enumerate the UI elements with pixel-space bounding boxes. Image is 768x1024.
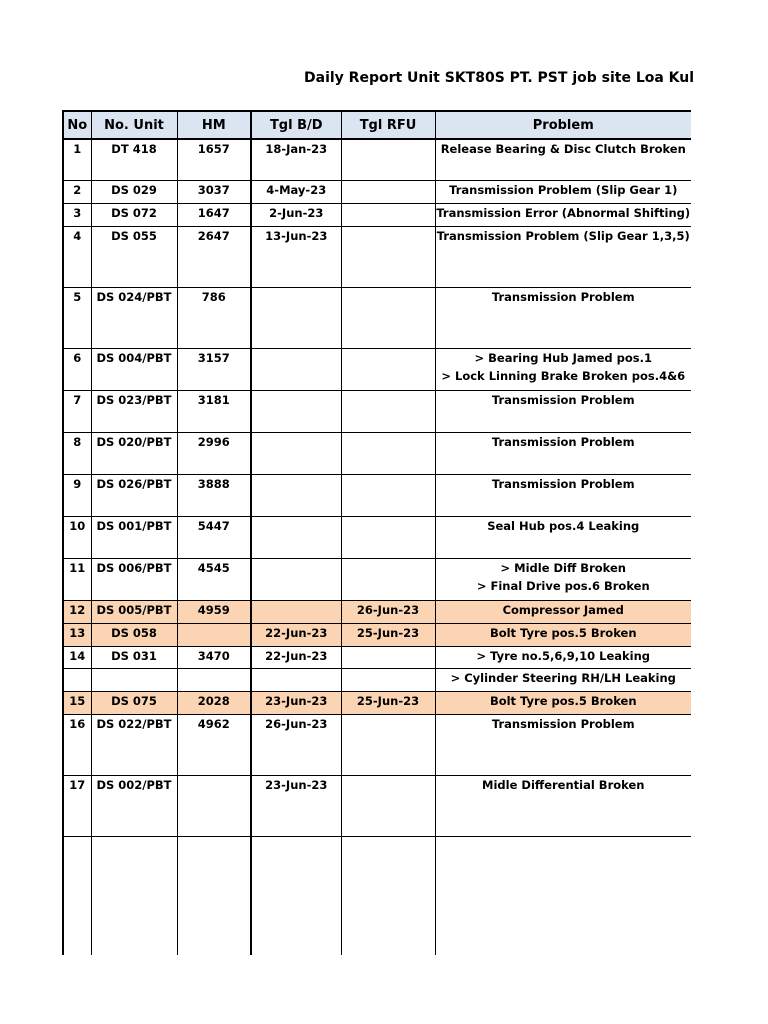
empty-cell [177, 837, 251, 956]
cell-no: 5 [63, 288, 91, 349]
cell-tgl-rfu [341, 475, 435, 517]
table-row [63, 669, 691, 692]
cell-no: 11 [63, 559, 91, 601]
cell-unit: DS 055 [91, 227, 177, 288]
cell-hm: 4959 [177, 601, 251, 624]
cell-tgl-rfu [341, 517, 435, 559]
table-row [63, 692, 691, 715]
table-row [63, 559, 691, 601]
cell-tgl-rfu [341, 139, 435, 181]
cell-tgl-rfu [341, 776, 435, 837]
cell-hm [177, 624, 251, 647]
cell-unit: DS 031 [91, 647, 177, 669]
cell-hm: 2996 [177, 433, 251, 475]
cell-problem [435, 517, 691, 559]
table-row [63, 475, 691, 517]
cell-no: 2 [63, 181, 91, 204]
problem-line: Bolt Tyre pos.5 Broken [489, 694, 637, 708]
cell-tgl-bd [251, 349, 341, 391]
cell-hm: 3037 [177, 181, 251, 204]
cell-tgl-bd: 23-Jun-23 [251, 692, 341, 715]
cell-no: 8 [63, 433, 91, 475]
cell-no: 16 [63, 715, 91, 776]
empty-cell [435, 837, 691, 956]
cell-problem [435, 391, 691, 433]
cell-hm: 3888 [177, 475, 251, 517]
cell-hm: 4962 [177, 715, 251, 776]
cell-tgl-rfu [341, 349, 435, 391]
table-row [63, 517, 691, 559]
cell-no: 10 [63, 517, 91, 559]
cell-unit: DS 005/PBT [91, 601, 177, 624]
cell-tgl-rfu: 26-Jun-23 [341, 601, 435, 624]
cell-tgl-rfu: 25-Jun-23 [341, 692, 435, 715]
cell-unit: DS 026/PBT [91, 475, 177, 517]
table-row [63, 647, 691, 669]
cell-unit: DS 001/PBT [91, 517, 177, 559]
problem-line: Release Bearing & Disc Clutch Broken [440, 142, 686, 156]
table-row [63, 601, 691, 624]
table-row [63, 433, 691, 475]
empty-row [63, 837, 691, 956]
cell-problem [435, 181, 691, 204]
cell-tgl-bd: 18-Jan-23 [251, 139, 341, 181]
cell-no: 17 [63, 776, 91, 837]
table-row [63, 391, 691, 433]
cell-hm: 786 [177, 288, 251, 349]
cell-unit: DS 072 [91, 204, 177, 227]
problem-line: Compressor Jamed [502, 603, 624, 617]
table-row [63, 204, 691, 227]
problem-line: > Midle Diff Broken [500, 561, 626, 575]
cell-unit: DS 004/PBT [91, 349, 177, 391]
problem-line: Transmission Problem [491, 393, 635, 407]
problem-line: > Tyre no.5,6,9,10 Leaking [476, 649, 651, 663]
cell-tgl-bd [251, 475, 341, 517]
report-table [62, 110, 691, 955]
header-tgl-bd: Tgl B/D [251, 111, 341, 139]
cell-tgl-bd: 26-Jun-23 [251, 715, 341, 776]
cell-unit: DS 022/PBT [91, 715, 177, 776]
problem-line: Seal Hub pos.4 Leaking [487, 519, 640, 533]
problem-line: Transmission Problem [491, 717, 635, 731]
cell-problem [435, 204, 691, 227]
cell-tgl-rfu [341, 391, 435, 433]
cell-no: 12 [63, 601, 91, 624]
cell-tgl-bd [251, 601, 341, 624]
report-title: Daily Report Unit SKT80S PT. PST job site Loa Kul [304, 70, 695, 86]
cell-unit: DS 024/PBT [91, 288, 177, 349]
problem-line: Midle Differential Broken [482, 778, 645, 792]
cell-tgl-bd [251, 391, 341, 433]
cell-tgl-bd: 2-Jun-23 [251, 204, 341, 227]
cell-tgl-rfu [341, 669, 435, 692]
cell-tgl-rfu [341, 204, 435, 227]
cell-problem [435, 433, 691, 475]
table-row [63, 139, 691, 181]
table-row [63, 288, 691, 349]
table-row [63, 624, 691, 647]
empty-cell [341, 837, 435, 956]
problem-line: Transmission Problem [491, 477, 635, 491]
cell-unit: DS 029 [91, 181, 177, 204]
problem-line: Transmission Error (Abnormal Shifting) [436, 206, 691, 220]
problem-line: > Final Drive pos.6 Broken [476, 579, 650, 593]
cell-unit: DS 020/PBT [91, 433, 177, 475]
cell-problem [435, 692, 691, 715]
cell-tgl-rfu [341, 227, 435, 288]
cell-hm: 2647 [177, 227, 251, 288]
cell-tgl-bd: 23-Jun-23 [251, 776, 341, 837]
cell-problem [435, 601, 691, 624]
cell-tgl-bd: 22-Jun-23 [251, 624, 341, 647]
cell-no: 13 [63, 624, 91, 647]
cell-hm: 3181 [177, 391, 251, 433]
cell-no: 9 [63, 475, 91, 517]
table-row [63, 776, 691, 837]
cell-tgl-rfu [341, 181, 435, 204]
table-row [63, 349, 691, 391]
cell-problem [435, 139, 691, 181]
cell-problem [435, 288, 691, 349]
cell-tgl-rfu [341, 559, 435, 601]
problem-line: > Cylinder Steering RH/LH Leaking [450, 671, 676, 685]
cell-unit: DS 023/PBT [91, 391, 177, 433]
empty-cell [251, 837, 341, 956]
cell-no: 3 [63, 204, 91, 227]
cell-tgl-bd: 4-May-23 [251, 181, 341, 204]
problem-line: Transmission Problem (Slip Gear 1,3,5) [436, 229, 690, 243]
cell-no: 1 [63, 139, 91, 181]
cell-problem [435, 647, 691, 669]
problem-line: Bolt Tyre pos.5 Broken [489, 626, 637, 640]
cell-unit: DS 075 [91, 692, 177, 715]
empty-cell [63, 837, 91, 956]
problem-line: Transmission Problem (Slip Gear 1) [449, 183, 678, 197]
problem-line: Transmission Problem [491, 435, 635, 449]
table-row [63, 181, 691, 204]
cell-no [63, 669, 91, 692]
cell-tgl-bd [251, 517, 341, 559]
cell-unit [91, 669, 177, 692]
cell-no: 15 [63, 692, 91, 715]
cell-hm: 1647 [177, 204, 251, 227]
cell-problem [435, 669, 691, 692]
cell-no: 6 [63, 349, 91, 391]
cell-tgl-bd: 13-Jun-23 [251, 227, 341, 288]
cell-problem [435, 559, 691, 601]
cell-problem [435, 349, 691, 391]
header-row [63, 111, 691, 139]
report-sheet [62, 110, 702, 955]
cell-hm: 5447 [177, 517, 251, 559]
cell-unit: DS 058 [91, 624, 177, 647]
cell-tgl-bd [251, 669, 341, 692]
cell-unit: DT 418 [91, 139, 177, 181]
cell-problem [435, 776, 691, 837]
cell-hm: 2028 [177, 692, 251, 715]
cell-tgl-bd [251, 288, 341, 349]
cell-tgl-bd [251, 433, 341, 475]
cell-unit: DS 006/PBT [91, 559, 177, 601]
header-tgl-rfu: Tgl RFU [341, 111, 435, 139]
cell-hm: 1657 [177, 139, 251, 181]
cell-tgl-rfu [341, 433, 435, 475]
cell-problem [435, 715, 691, 776]
header-hm: HM [177, 111, 251, 139]
cell-problem [435, 227, 691, 288]
table-row [63, 227, 691, 288]
cell-hm: 3157 [177, 349, 251, 391]
header-unit: No. Unit [91, 111, 177, 139]
cell-hm [177, 776, 251, 837]
cell-hm [177, 669, 251, 692]
cell-tgl-rfu [341, 288, 435, 349]
empty-cell [91, 837, 177, 956]
header-problem: Problem [435, 111, 691, 139]
header-no: No [63, 111, 91, 139]
cell-no: 4 [63, 227, 91, 288]
cell-problem [435, 624, 691, 647]
cell-tgl-rfu: 25-Jun-23 [341, 624, 435, 647]
cell-hm: 4545 [177, 559, 251, 601]
problem-line: > Bearing Hub Jamed pos.1 [474, 351, 652, 365]
cell-problem [435, 475, 691, 517]
cell-tgl-rfu [341, 647, 435, 669]
table-row [63, 715, 691, 776]
cell-no: 14 [63, 647, 91, 669]
cell-tgl-bd [251, 559, 341, 601]
cell-no: 7 [63, 391, 91, 433]
cell-hm: 3470 [177, 647, 251, 669]
problem-line: Transmission Problem [491, 290, 635, 304]
cell-unit: DS 002/PBT [91, 776, 177, 837]
problem-line: > Lock Linning Brake Broken pos.4&6 [441, 369, 686, 383]
cell-tgl-rfu [341, 715, 435, 776]
cell-tgl-bd: 22-Jun-23 [251, 647, 341, 669]
